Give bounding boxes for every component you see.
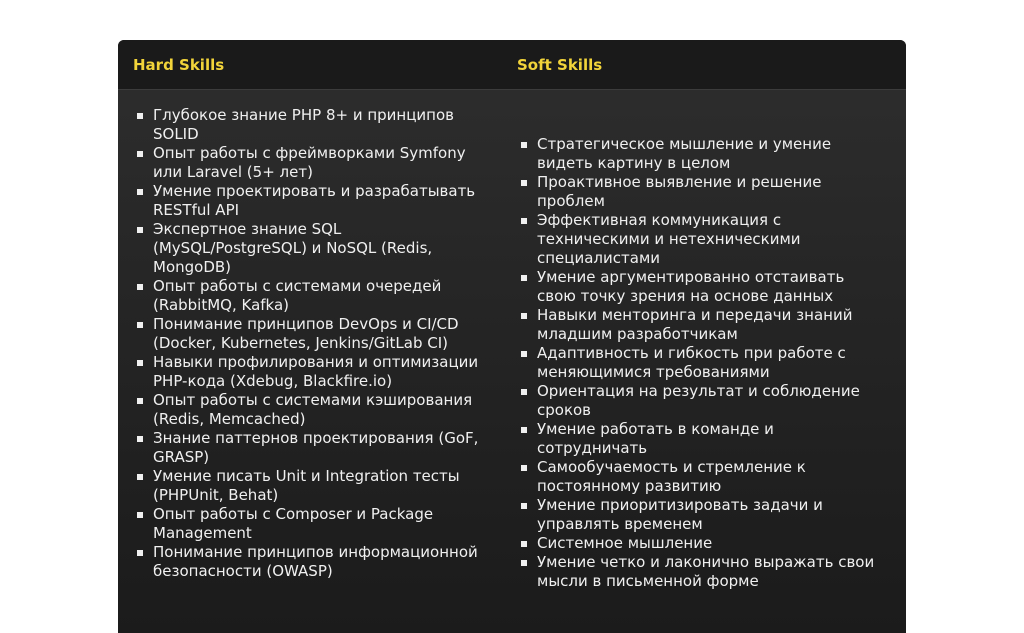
list-item: Умение писать Unit и Integration тесты (PHPUnit, Behat) xyxy=(136,467,496,505)
list-item: Умение аргументированно отстаивать свою точку зрения на основе данных xyxy=(520,268,880,306)
list-item: Адаптивность и гибкость при работе с меняющимися требованиями xyxy=(520,344,880,382)
skills-table xyxy=(118,40,906,633)
list-item: Знание паттернов проектирования (GoF, GRASP) xyxy=(136,429,496,467)
list-item: Опыт работы с системами очередей (RabbitMQ, Kafka) xyxy=(136,277,496,315)
list-item: Системное мышление xyxy=(520,534,880,553)
list-item: Глубокое знание PHP 8+ и принципов SOLID xyxy=(136,106,496,144)
hard-skills-heading: Hard Skills xyxy=(133,56,225,74)
list-item: Опыт работы с Composer и Package Management xyxy=(136,505,496,543)
list-item: Навыки менторинга и передачи знаний младшим разработчикам xyxy=(520,306,880,344)
soft-skills-list xyxy=(520,135,880,591)
list-item: Опыт работы с системами кэширования (Redis, Memcached) xyxy=(136,391,496,429)
list-item: Умение четко и лаконично выражать свои мысли в письменной форме xyxy=(520,553,880,591)
list-item: Навыки профилирования и оптимизации PHP-кода (Xdebug, Blackfire.io) xyxy=(136,353,496,391)
list-item: Умение проектировать и разрабатывать RESTful API xyxy=(136,182,496,220)
list-item: Опыт работы с фреймворками Symfony или Laravel (5+ лет) xyxy=(136,144,496,182)
hard-skills-list xyxy=(136,106,496,581)
list-item: Стратегическое мышление и умение видеть картину в целом xyxy=(520,135,880,173)
list-item: Экспертное знание SQL (MySQL/PostgreSQL) и NoSQL (Redis, MongoDB) xyxy=(136,220,496,277)
list-item: Умение работать в команде и сотрудничать xyxy=(520,420,880,458)
list-item: Эффективная коммуникация с техническими и нетехническими специалистами xyxy=(520,211,880,268)
list-item: Умение приоритизировать задачи и управлять временем xyxy=(520,496,880,534)
soft-skills-heading: Soft Skills xyxy=(517,56,603,74)
list-item: Самообучаемость и стремление к постоянному развитию xyxy=(520,458,880,496)
table-header xyxy=(118,40,906,90)
list-item: Ориентация на результат и соблюдение сроков xyxy=(520,382,880,420)
list-item: Понимание принципов информационной безопасности (OWASP) xyxy=(136,543,496,581)
list-item: Понимание принципов DevOps и CI/CD (Docker, Kubernetes, Jenkins/GitLab CI) xyxy=(136,315,496,353)
list-item: Проактивное выявление и решение проблем xyxy=(520,173,880,211)
